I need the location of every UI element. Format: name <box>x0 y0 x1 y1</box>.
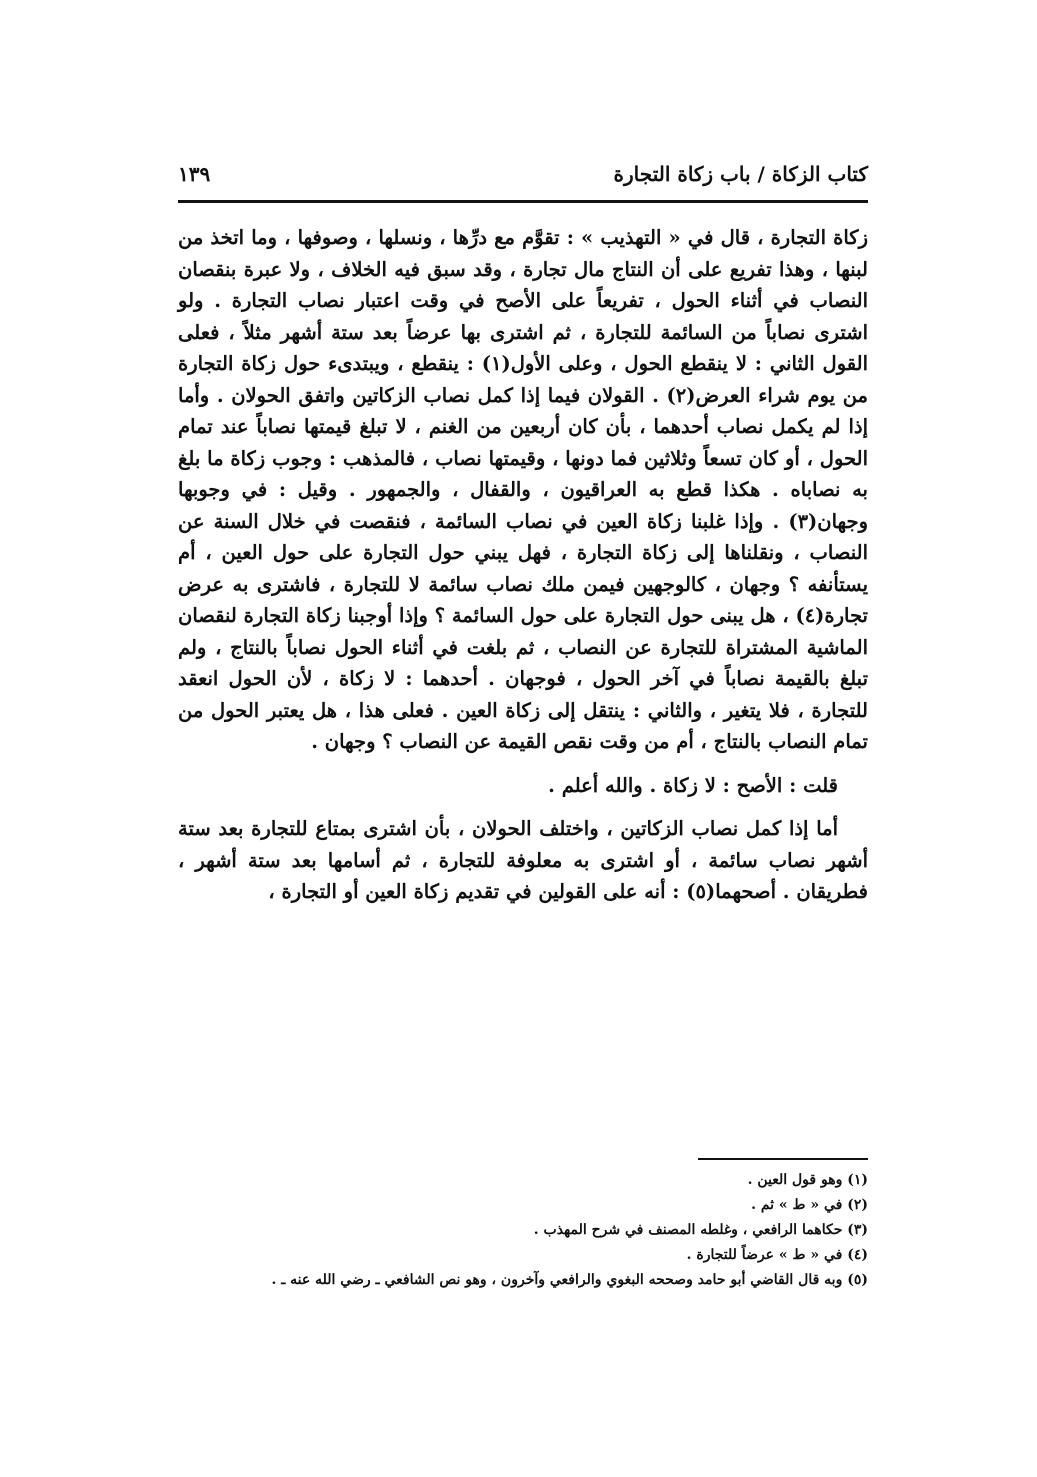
paragraph-1: زكاة التجارة ، قال في « التهذيب » : تقوَّم مع درِّها ، ونسلها ، وصوفها ، وما اتخذ من لبنها ، وهذا تفريع على أن النتاج مال تجارة ، وقد سبق فيه الخلاف ، ولا عبرة بنقصان النصاب في أثناء الحول ، تفريعاً على الأصح في وقت اعتبار نصاب التجارة . ولو اشترى نصاباً من السائمة للتجارة ، ثم اشترى بها عرضاً بعد ستة أشهر مثلاً ، فعلى القول الثاني : لا ينقطع الحول ، وعلى الأول(١) : ينقطع ، ويبتدىء حول زكاة التجارة من يوم شراء العرض(٢) . القولان فيما إذا كمل نصاب الزكاتين واتفق الحولان . وأما إذا لم يكمل نصاب أحدهما ، بأن كان أربعين من الغنم ، لا تبلغ قيمتها نصاباً عند تمام الحول ، أو كان تسعاً وثلاثين فما دونها ، وقيمتها نصاب ، فالمذهب : وجوب زكاة ما بلغ به نصاباه . هكذا قطع به العراقيون ، والقفال ، والجمهور . وقيل : في وجوبها وجهان(٣) . وإذا غلبنا زكاة العين في نصاب السائمة ، فنقصت في خلال السنة عن النصاب ، ونقلناها إلى زكاة التجارة ، فهل يبني حول التجارة على حول العين ، أم يستأنفه ؟ وجهان ، كالوجهين فيمن ملك نصاب سائمة لا للتجارة ، فاشترى به عرض تجارة(٤) ، هل يبنى حول التجارة على حول السائمة ؟ وإذا أوجبنا زكاة التجارة لنقصان الماشية المشتراة للتجارة عن النصاب ، ثم بلغت في أثناء الحول نصاباً بالنتاج ، ولم تبلغ بالقيمة نصاباً في آخر الحول ، فوجهان . أحدهما : لا زكاة ، لأن الحول انعقد للتجارة ، فلا يتغير ، والثاني : ينتقل إلى زكاة العين . فعلى هذا ، هل يعتبر الحول من تمام النصاب بالنتاج ، أم من وقت نقص القيمة عن النصاب ؟ وجهان . <box>178 226 869 753</box>
footnote-2: (٢) في « ط » ثم . <box>751 1197 868 1213</box>
footnote-3: (٣) حكاهما الرافعي ، وغلطه المصنف في شرح المهذب . <box>533 1222 868 1238</box>
footnote-divider <box>698 1158 868 1160</box>
chapter-title: كتاب الزكاة / باب زكاة التجارة <box>613 162 868 186</box>
footnotes <box>178 1168 868 1293</box>
footnote-4: (٤) في « ط » عرضاً للتجارة . <box>686 1247 868 1263</box>
paragraph-3: أما إذا كمل نصاب الزكاتين ، واختلف الحولان ، بأن اشترى بمتاع للتجارة بعد ستة أشهر نصاب سائمة ، أو اشترى به معلوفة للتجارة ، ثم أسامها بعد ستة أشهر ، فطريقان . أصحهما(٥) : أنه على القولين في تقديم زكاة العين أو التجارة ، <box>178 817 868 903</box>
main-text <box>178 222 868 908</box>
header-divider <box>178 200 868 203</box>
paragraph-2: قلت : الأصح : لا زكاة . والله أعلم . <box>548 773 838 797</box>
page-number: ١٣٩ <box>178 162 211 186</box>
footnote-5: (٥) وبه قال القاضي أبو حامد وصححه البغوي والرافعي وآخرون ، وهو نص الشافعي ـ رضي الله عنه ـ . <box>271 1272 868 1288</box>
running-header <box>178 160 868 192</box>
footnote-1: (١) وهو قول العين . <box>747 1172 868 1188</box>
